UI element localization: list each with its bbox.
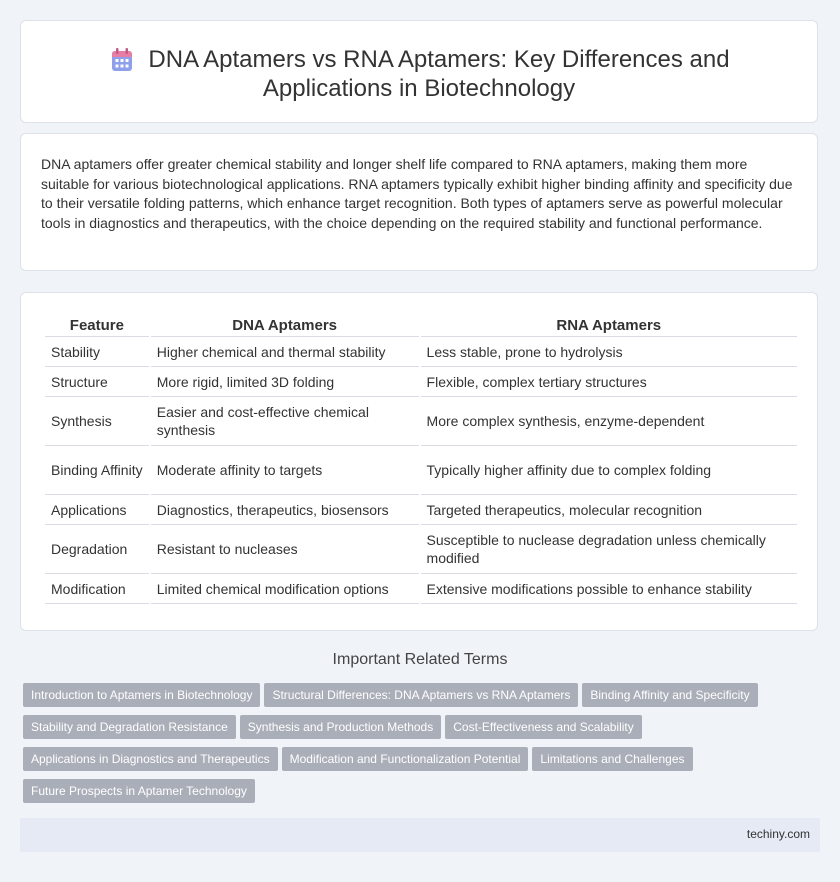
header-feature: Feature: [45, 315, 149, 337]
cell-rna: Typically higher affinity due to complex folding: [421, 446, 797, 495]
intro-paragraph: DNA aptamers offer greater chemical stability and longer shelf life compared to RNA aptamers, making them more suitable for various biotechnological applications. RNA aptamers typically exhibit higher binding affinity and specificity due to their versatile folding patterns, which enhance target recognition. Both types of aptamers serve as powerful molecular tools in diagnostics and therapeutics, with the choice depending on the required stability and functional performance.: [41, 156, 793, 231]
cell-rna: Susceptible to nuclease degradation unless chemically modified: [421, 525, 797, 574]
title-card: [20, 20, 818, 123]
cell-feature: Binding Affinity: [45, 446, 149, 495]
related-term-tag[interactable]: Applications in Diagnostics and Therapeutics: [23, 747, 278, 771]
related-term-tag[interactable]: Synthesis and Production Methods: [240, 715, 441, 739]
table-row: [45, 446, 797, 495]
related-term-tag[interactable]: Cost-Effectiveness and Scalability: [445, 715, 642, 739]
cell-dna: Moderate affinity to targets: [151, 446, 419, 495]
header-dna: DNA Aptamers: [151, 315, 419, 337]
related-term-tag[interactable]: Stability and Degradation Resistance: [23, 715, 236, 739]
cell-dna: Limited chemical modification options: [151, 574, 419, 604]
cell-feature: Synthesis: [45, 397, 149, 446]
related-term-tag[interactable]: Modification and Functionalization Potential: [282, 747, 529, 771]
related-term-tag[interactable]: Introduction to Aptamers in Biotechnology: [23, 683, 260, 707]
page-title: DNA Aptamers vs RNA Aptamers: Key Differences and Applications in Biotechnology: [148, 46, 730, 102]
cell-feature: Applications: [45, 495, 149, 525]
table-row: [45, 495, 797, 525]
cell-dna: Higher chemical and thermal stability: [151, 337, 419, 367]
related-terms-title: Important Related Terms: [332, 651, 508, 668]
table-row: [45, 574, 797, 604]
table-row: [45, 397, 797, 446]
cell-rna: More complex synthesis, enzyme-dependent: [421, 397, 797, 446]
cell-dna: Easier and cost-effective chemical synthesis: [151, 397, 419, 446]
footer: [20, 818, 820, 852]
comparison-table: [43, 315, 799, 604]
cell-dna: Resistant to nucleases: [151, 525, 419, 574]
related-term-tag[interactable]: Binding Affinity and Specificity: [582, 683, 757, 707]
cell-feature: Degradation: [45, 525, 149, 574]
related-terms-list: [23, 683, 813, 811]
cell-rna: Extensive modifications possible to enhance stability: [421, 574, 797, 604]
comparison-card: [20, 292, 818, 631]
table-row: [45, 367, 797, 397]
cell-rna: Targeted therapeutics, molecular recognition: [421, 495, 797, 525]
cell-dna: Diagnostics, therapeutics, biosensors: [151, 495, 419, 525]
table-row: [45, 337, 797, 367]
cell-dna: More rigid, limited 3D folding: [151, 367, 419, 397]
cell-feature: Modification: [45, 574, 149, 604]
footer-site[interactable]: techiny.com: [746, 827, 810, 841]
cell-feature: Structure: [45, 367, 149, 397]
cell-rna: Flexible, complex tertiary structures: [421, 367, 797, 397]
intro-card: [20, 133, 818, 271]
cell-rna: Less stable, prone to hydrolysis: [421, 337, 797, 367]
table-row: [45, 525, 797, 574]
header-rna: RNA Aptamers: [421, 315, 797, 337]
related-term-tag[interactable]: Structural Differences: DNA Aptamers vs RNA Aptamers: [264, 683, 578, 707]
related-term-tag[interactable]: Future Prospects in Aptamer Technology: [23, 779, 255, 803]
cell-feature: Stability: [45, 337, 149, 367]
related-term-tag[interactable]: Limitations and Challenges: [532, 747, 692, 771]
